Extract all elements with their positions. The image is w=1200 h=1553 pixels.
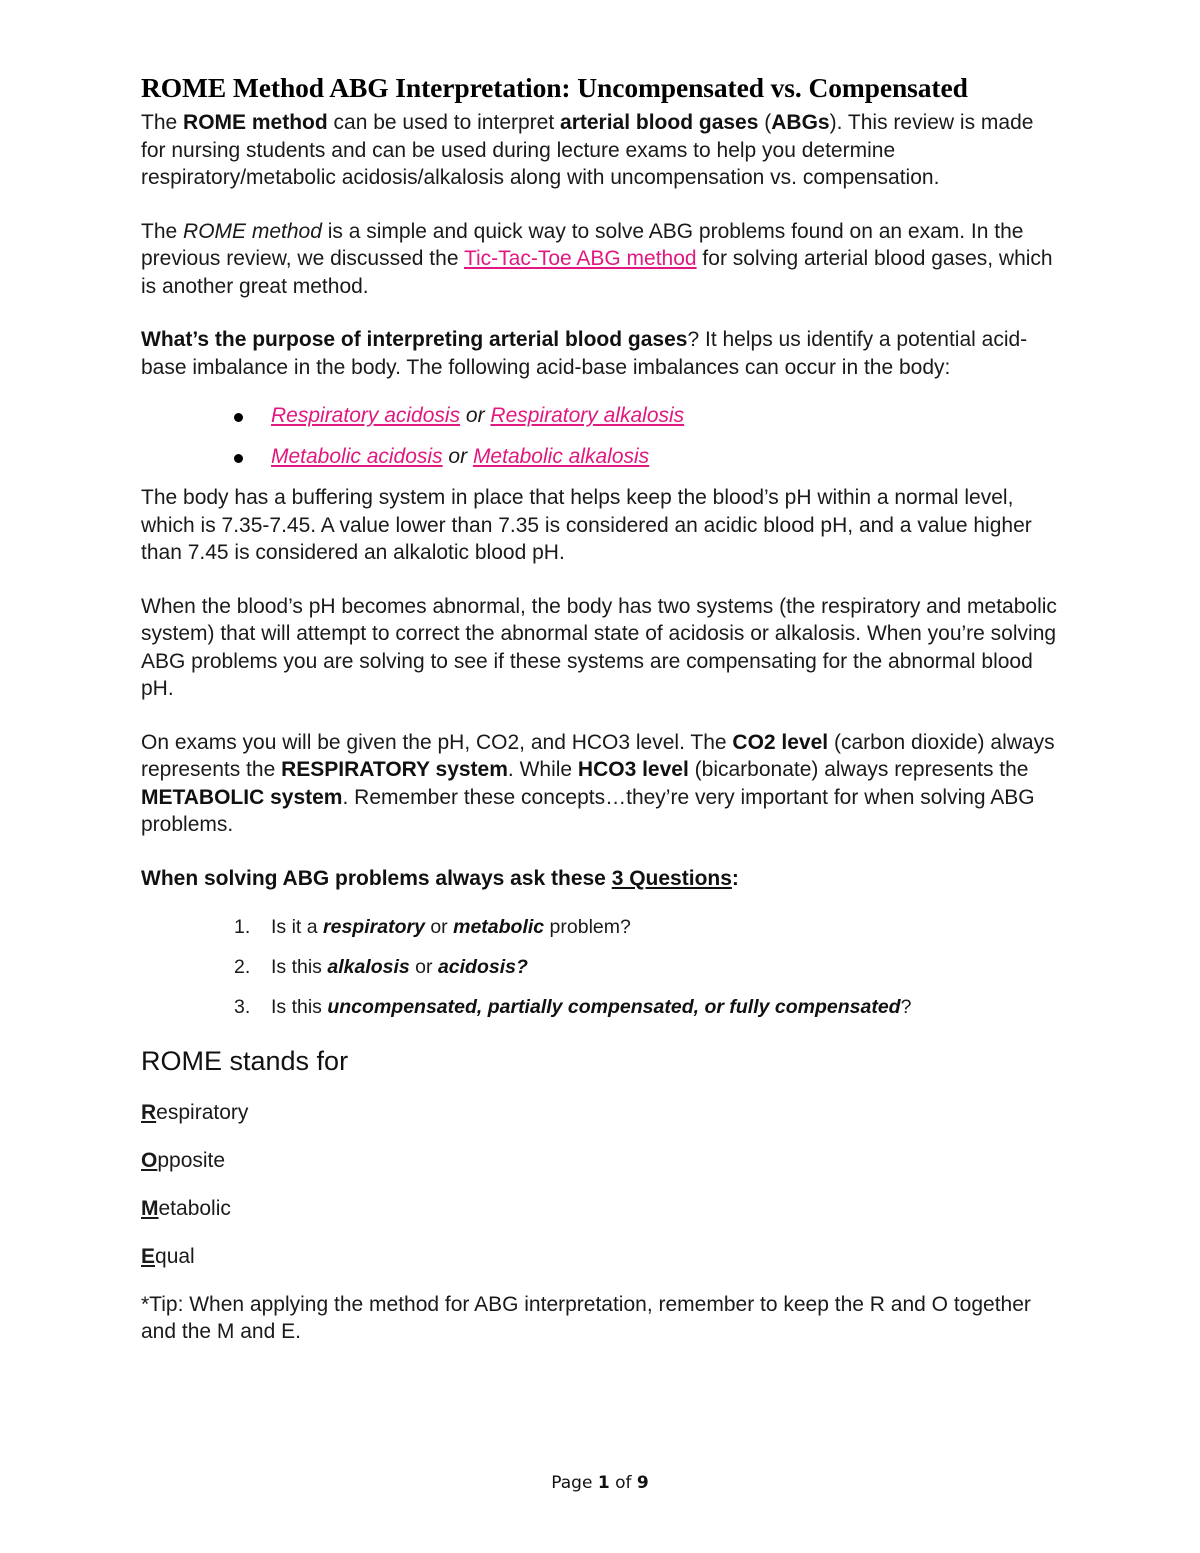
questions-list [141,914,1061,1034]
question-emphasis: alkalosis [327,956,410,978]
rome-heading: ROME stands for [141,1046,349,1076]
document-title: ROME Method ABG Interpretation: Uncompensated vs. Compensated [141,72,968,103]
list-item [141,443,1061,484]
question-text: or [424,916,454,938]
purpose-text: ? It helps us identify a potential acid-base imbalance in the body. The following acid-base imbalances can occur in the body: [141,328,1028,379]
bullet-icon [234,413,243,422]
metabolic-system-bold: METABOLIC system [141,785,343,809]
intro-text-1: The [141,111,184,134]
p2-text-2: is a simple and quick way to solve ABG problems found on an exam. In the previous review, we discussed the [141,219,1024,270]
rome-method-paragraph [141,218,1061,301]
p2-text-3: for solving arterial blood gases, which is another great method. [141,247,1053,298]
or-text: or [460,404,491,427]
respiratory-system-bold: RESPIRATORY system [281,758,508,781]
p6-text-5: . Remember these concepts…they’re very important for when solving ABG problems. [141,785,1035,836]
question-emphasis: metabolic [453,916,545,938]
page-number: 1 [597,1473,610,1493]
p2-text-1: The [141,219,184,243]
p2-italic-rome: ROME method [183,219,322,243]
question-number: 1. [234,916,251,938]
bullet-icon [234,454,243,463]
question-text: Is this [271,996,328,1018]
page-total: 9 [636,1473,649,1493]
rome-word: pposite [157,1149,226,1172]
rome-word: espiratory [156,1101,249,1124]
list-item [141,402,1061,443]
question-emphasis: uncompensated, partially compensated, or fully compensated [327,996,901,1018]
rome-item-metabolic [141,1195,1061,1222]
page-of: of [609,1473,637,1493]
question-text: or [409,956,438,978]
question-number: 2. [234,956,251,978]
or-text: or [442,445,473,468]
compensation-paragraph: When the blood’s pH becomes abnormal, the body has two systems (the respiratory and metabolic system) that will attempt to correct the abnormal state of acidosis or alkalosis. When you’re solving ABG problems you are solving to see if these systems are compensating for the abnormal blood pH. [141,594,1057,700]
intro-bold-abgs: ABGs [771,111,830,134]
page-label: Page [551,1473,598,1493]
question-text: ? [900,996,912,1018]
questions-heading-colon: : [731,866,739,890]
intro-paragraph [141,109,1061,192]
rome-initial: E [141,1245,156,1268]
levels-paragraph [141,729,1061,839]
metabolic-acidosis-link[interactable]: Metabolic acidosis [271,445,443,468]
imbalance-list [141,402,1061,484]
intro-text-2: can be used to interpret [327,111,561,134]
intro-text-4: ). This review is made for nursing students and can be used during lecture exams to help you determine respiratory/metabolic acidosis/alkalosis along with uncompensation vs. compensation. [141,111,1034,189]
three-questions-underlined: 3 Questions [611,866,732,890]
intro-bold-rome: ROME method [183,111,328,134]
purpose-question: What’s the purpose of interpreting arterial blood gases [141,328,688,351]
questions-heading-text: When solving ABG problems always ask these [141,866,612,890]
purpose-paragraph [141,326,1061,381]
question-text: problem? [544,916,631,938]
tic-tac-toe-link[interactable]: Tic-Tac-Toe ABG method [463,247,697,270]
rome-item-opposite [141,1147,1061,1174]
questions-heading [141,865,1061,893]
rome-initial: O [141,1149,158,1172]
question-text: Is it a [271,916,324,938]
question-emphasis: acidosis? [437,956,528,978]
question-emphasis: respiratory [323,916,425,938]
question-text: Is this [271,956,328,978]
rome-word: etabolic [158,1197,231,1220]
intro-text-3: ( [758,111,772,134]
rome-word: qual [155,1245,195,1268]
respiratory-acidosis-link[interactable]: Respiratory acidosis [271,404,461,427]
p6-text-4: (bicarbonate) always represents the [688,758,1029,781]
co2-level-bold: CO2 level [732,730,829,754]
page-footer [0,1473,1200,1493]
p6-text-2: (carbon dioxide) always represents the [141,730,1055,781]
tip-paragraph: *Tip: When applying the method for ABG interpretation, remember to keep the R and O together and the M and E. [141,1293,1031,1343]
rome-initial: R [141,1101,157,1124]
respiratory-alkalosis-link[interactable]: Respiratory alkalosis [490,404,685,427]
hco3-level-bold: HCO3 level [577,758,689,781]
question-number: 3. [234,996,251,1018]
rome-item-respiratory [141,1099,1061,1126]
list-item [141,954,1061,994]
p6-text-1: On exams you will be given the pH, CO2, and HCO3 level. The [141,730,733,754]
rome-initial: M [141,1197,159,1220]
list-item [141,994,1061,1034]
list-item [141,914,1061,954]
intro-bold-abg: arterial blood gases [560,111,759,134]
buffering-paragraph: The body has a buffering system in place that helps keep the blood’s pH within a normal level, which is 7.35-7.45. A value lower than 7.35 is considered an acidic blood pH, and a value higher than 7.45 is considered an alkalotic blood pH. [141,486,1032,564]
rome-item-equal [141,1243,1061,1270]
p6-text-3: . While [507,758,578,781]
document-content [141,70,1061,1345]
metabolic-alkalosis-link[interactable]: Metabolic alkalosis [472,445,650,468]
